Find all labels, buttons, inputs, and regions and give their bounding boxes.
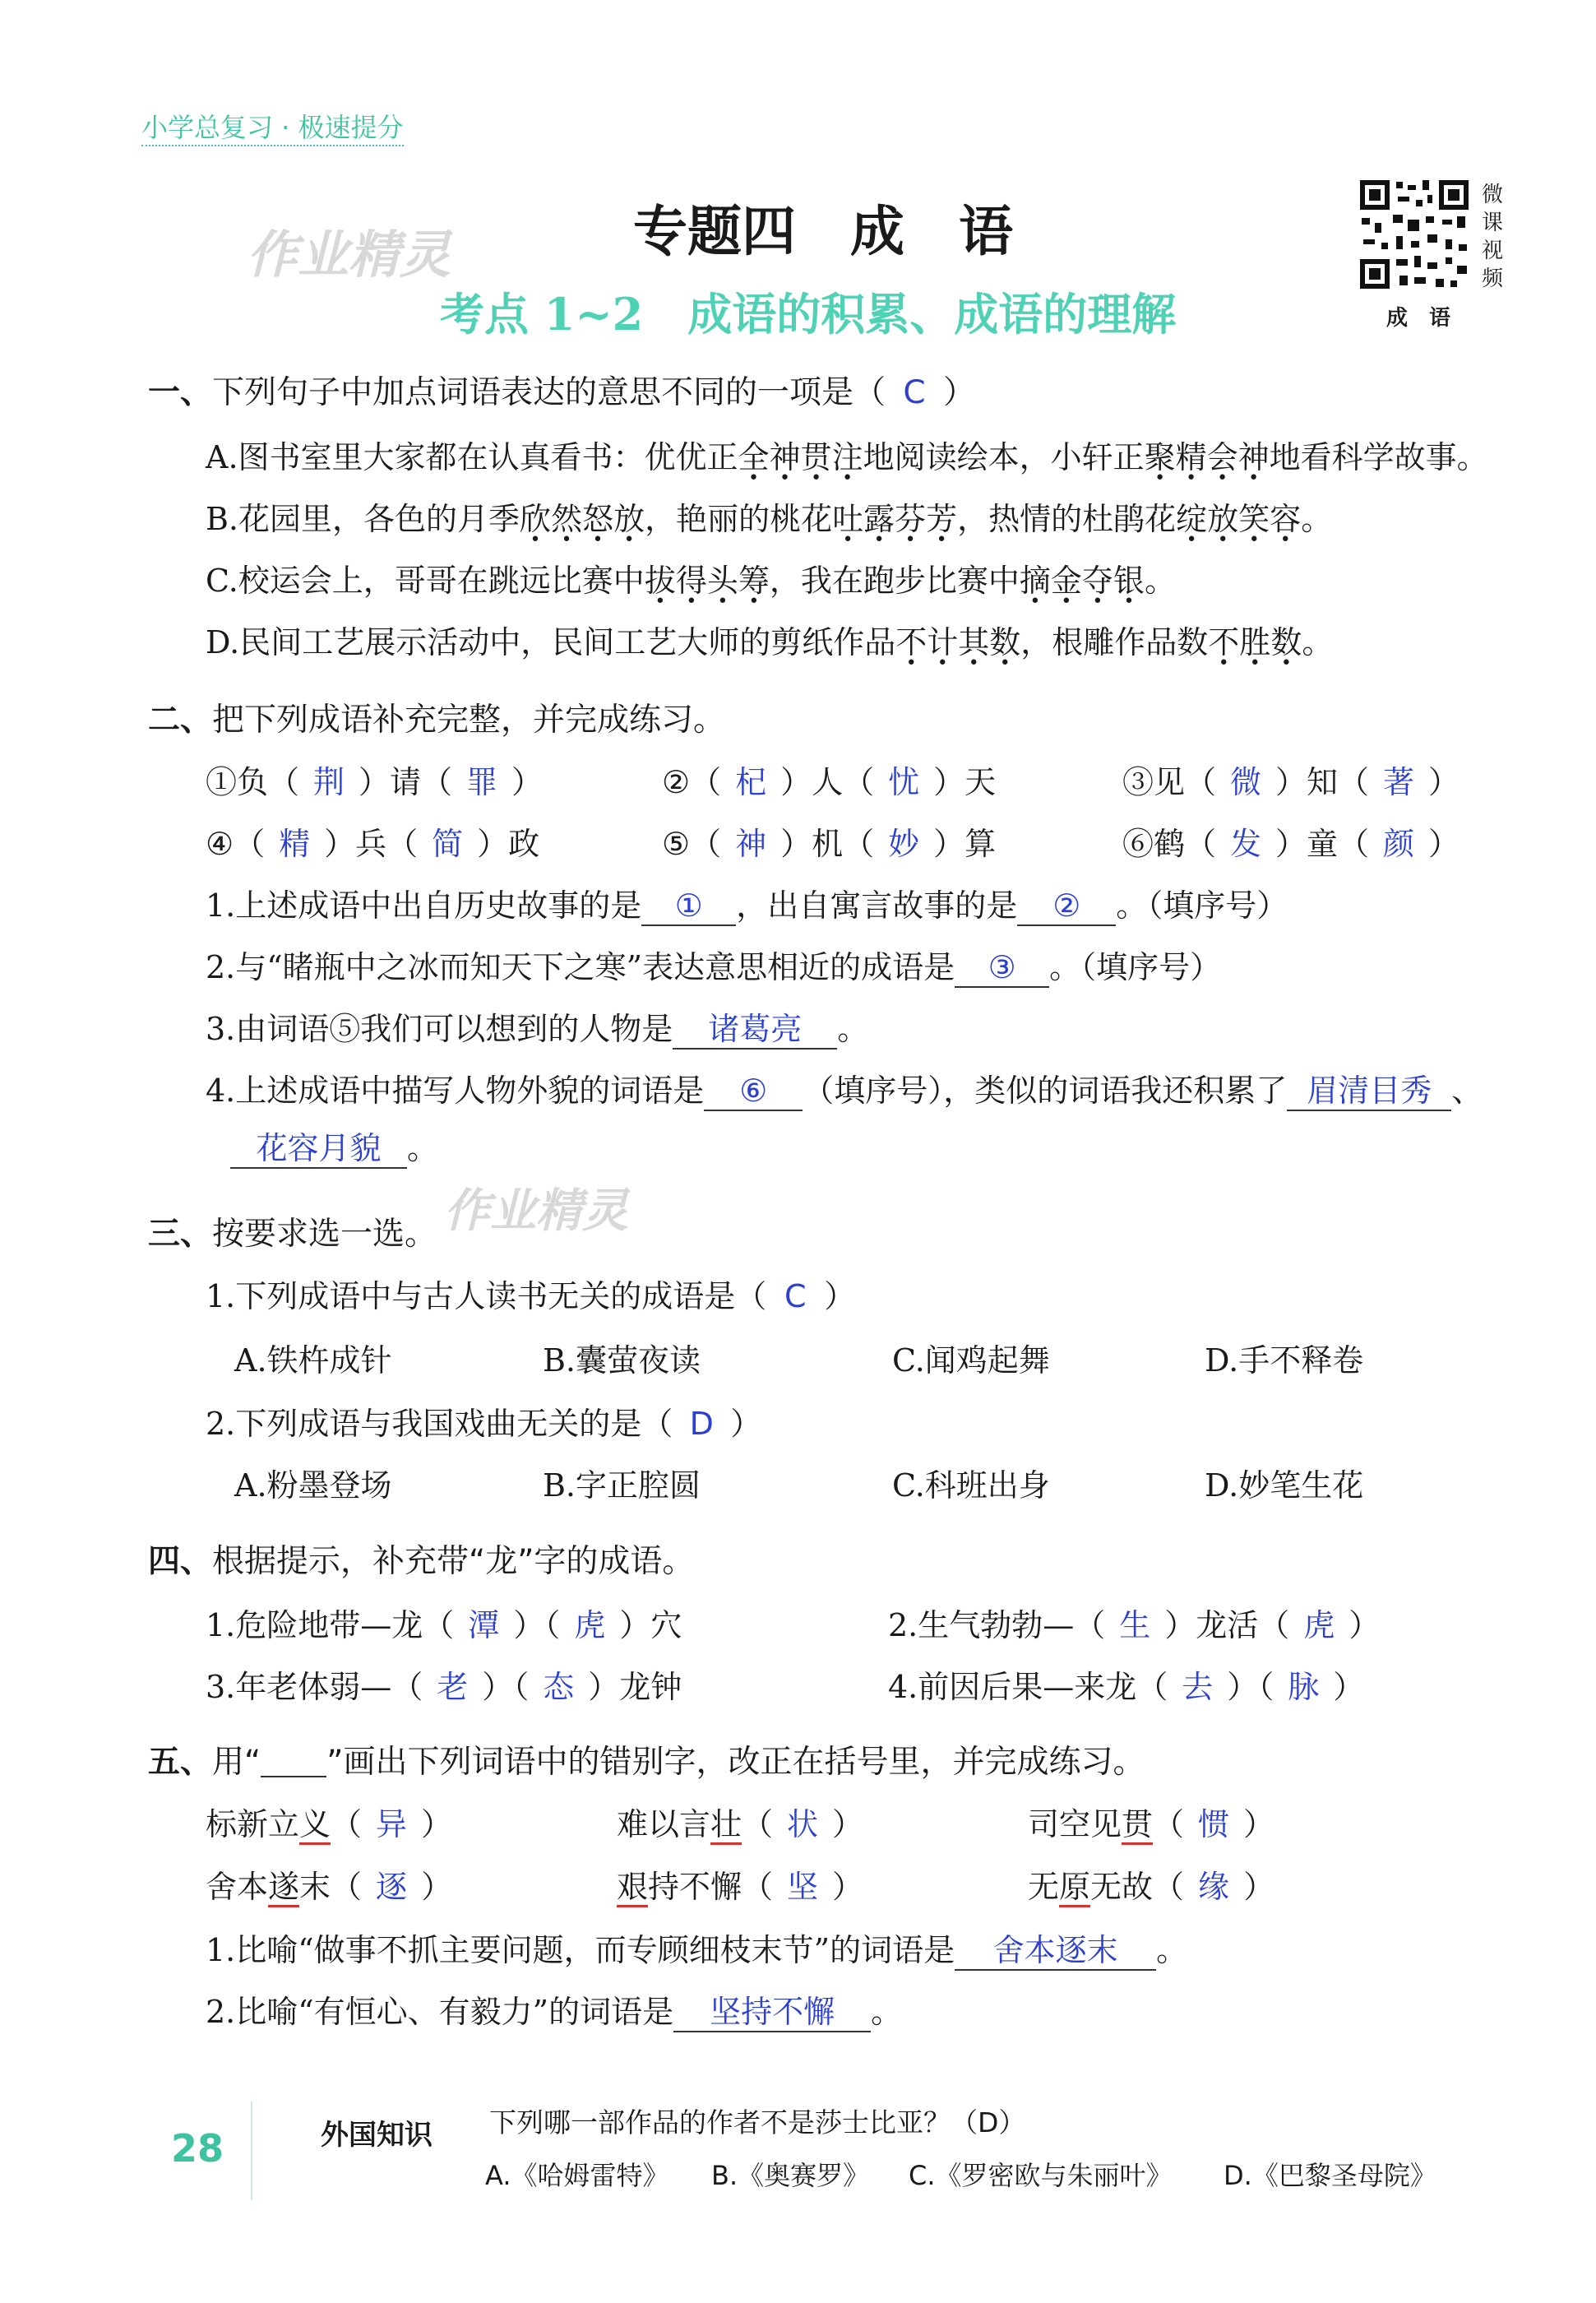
answer-fill[interactable]: 精 bbox=[279, 826, 311, 862]
text-span: 末 bbox=[299, 1869, 331, 1905]
q4-item-4 bbox=[888, 1666, 1364, 1708]
q2-idiom-3 bbox=[1122, 761, 1460, 804]
text-span: 按要求选一选。 bbox=[212, 1216, 437, 1253]
answer-fill[interactable]: 发 bbox=[1230, 826, 1262, 862]
wrong-char: 壮 bbox=[710, 1806, 742, 1845]
text-span: 1.比喻“做事不抓主要问题，而专顾细枝末节”的词语是 bbox=[206, 1932, 955, 1968]
q4-stem: 四、根据提示，补充带“龙”字的成语。 bbox=[148, 1543, 695, 1580]
emphasis-char: 银 bbox=[1113, 563, 1145, 599]
text-span: ）兵（ bbox=[324, 826, 419, 862]
text-span: 4.上述成语中描写人物外貌的词语是 bbox=[206, 1073, 705, 1109]
q3-sub2-opt-c: C.科班出身 bbox=[892, 1467, 1050, 1504]
emphasis-char: 欣 bbox=[520, 501, 552, 537]
qr-side-text: 微 课 视 频 bbox=[1482, 183, 1504, 291]
text-span: 、 bbox=[1451, 1073, 1483, 1109]
q4-item-1 bbox=[206, 1604, 682, 1647]
emphasis-char: 不 bbox=[895, 624, 928, 660]
text-span: ，出自寓言故事的是 bbox=[736, 887, 1018, 924]
text-span: 1.上述成语中出自历史故事的是 bbox=[206, 887, 642, 924]
q3-sub2-opt-b: B.字正腔圆 bbox=[543, 1467, 701, 1504]
answer-fill[interactable]: 妙 bbox=[888, 826, 920, 862]
answer-fill[interactable]: 逐 bbox=[376, 1869, 408, 1905]
answer-fill[interactable]: 态 bbox=[543, 1669, 575, 1705]
emphasis-char: 数 bbox=[1270, 624, 1302, 660]
q1-option-c bbox=[206, 559, 1176, 602]
text-span: ）天 bbox=[933, 764, 997, 800]
qr-label: 成 语 bbox=[1386, 306, 1451, 331]
q5-word-6: 无原无故（ 缘 ） bbox=[1028, 1865, 1274, 1908]
q5-word-2: 难以言壮（ 状 ） bbox=[617, 1803, 863, 1846]
text-span: ） bbox=[1428, 764, 1460, 800]
q5-word-4: 舍本遂末（ 逐 ） bbox=[206, 1865, 452, 1908]
answer-fill[interactable]: 著 bbox=[1383, 764, 1415, 800]
wrong-char: 义 bbox=[299, 1806, 331, 1845]
text-span: 。 bbox=[1302, 624, 1334, 660]
text-span: ）龙活（ bbox=[1164, 1607, 1290, 1643]
emphasis-char: 金 bbox=[1050, 563, 1082, 599]
text-span: ）机（ bbox=[780, 826, 875, 862]
answer-blank[interactable]: ② bbox=[1017, 887, 1116, 926]
text-span: ）算 bbox=[933, 826, 997, 862]
footer-opt-d: D.《巴黎圣母院》 bbox=[1224, 2160, 1436, 2191]
text-span: ）人（ bbox=[780, 764, 875, 800]
emphasis-char: 放 bbox=[1207, 501, 1239, 537]
answer-fill[interactable]: 老 bbox=[437, 1669, 469, 1705]
q4-item-2 bbox=[888, 1604, 1380, 1647]
emphasis-char: 全 bbox=[738, 439, 770, 475]
text-span: 。（填序号） bbox=[1116, 887, 1288, 924]
answer-fill[interactable]: 罪 bbox=[466, 764, 498, 800]
text-span: 2.生气勃勃—（ bbox=[888, 1607, 1106, 1643]
text-span: 根据提示，补充带“龙”字的成语。 bbox=[212, 1543, 695, 1580]
text-span: 。 bbox=[1301, 501, 1333, 537]
q5-word-5: 艰持不懈（ 坚 ） bbox=[617, 1865, 863, 1908]
emphasis-char: 其 bbox=[958, 624, 990, 660]
text-span: （填序号），类似的词语我还积累了 bbox=[803, 1073, 1288, 1109]
q3-sub2-stem bbox=[206, 1402, 761, 1445]
answer-fill[interactable]: 去 bbox=[1182, 1669, 1214, 1705]
emphasis-char: 数 bbox=[989, 624, 1021, 660]
dotted-word bbox=[645, 563, 770, 599]
emphasis-char: 容 bbox=[1270, 501, 1302, 537]
text-span: D.民间工艺展示活动中，民间工艺大师的剪纸作品 bbox=[206, 624, 896, 660]
dotted-word bbox=[1176, 501, 1301, 537]
answer-fill[interactable]: 生 bbox=[1119, 1607, 1151, 1643]
page-title: 专题四 成 语 bbox=[633, 199, 1013, 263]
text-span: 2.下列成语与我国戏曲无关的是（ bbox=[206, 1406, 673, 1442]
q2-sub4-cont bbox=[230, 1127, 438, 1170]
text-span: 。 bbox=[1144, 563, 1176, 599]
q5-word-1: 标新立义（ 异 ） bbox=[206, 1803, 452, 1846]
text-span: ，热情的杜鹃花 bbox=[957, 501, 1177, 537]
q1-option-b bbox=[206, 498, 1332, 540]
dotted-word bbox=[1145, 439, 1270, 475]
text-span: ③见（ bbox=[1122, 764, 1217, 800]
text-span bbox=[261, 1751, 326, 1777]
text-span: 用“ bbox=[212, 1744, 261, 1781]
emphasis-char: 胜 bbox=[1239, 624, 1271, 660]
q2-idiom-1 bbox=[206, 761, 543, 804]
text-span: D bbox=[689, 1406, 714, 1442]
answer-fill[interactable]: 杞 bbox=[735, 764, 767, 800]
answer-fill[interactable]: 异 bbox=[376, 1806, 408, 1842]
q2-idiom-5 bbox=[662, 822, 996, 865]
text-span: ②（ bbox=[662, 764, 722, 800]
answer-fill[interactable]: 虎 bbox=[574, 1607, 606, 1643]
text-span: ）知（ bbox=[1275, 764, 1370, 800]
answer-fill[interactable]: 脉 bbox=[1288, 1669, 1320, 1705]
text-span: 4.前因后果—来龙（ bbox=[888, 1669, 1168, 1705]
q2-idiom-2 bbox=[662, 761, 996, 804]
text-span: ）（ bbox=[513, 1607, 561, 1643]
text-span: ⑤（ bbox=[662, 826, 722, 862]
text-span: 标新立 bbox=[206, 1806, 300, 1842]
q3-sub2-opt-a: A.粉墨登场 bbox=[234, 1467, 392, 1504]
answer-fill[interactable]: 荆 bbox=[313, 764, 345, 800]
dotted-word bbox=[520, 501, 645, 537]
q5-word-3: 司空见贯（ 惯 ） bbox=[1028, 1803, 1274, 1846]
emphasis-char: 不 bbox=[1208, 624, 1240, 660]
answer-fill[interactable]: 坚 bbox=[787, 1869, 819, 1905]
answer-fill[interactable]: 潭 bbox=[468, 1607, 500, 1643]
text-span: 。 bbox=[407, 1130, 439, 1166]
text-span: ）童（ bbox=[1275, 826, 1370, 862]
q1-stem: 一、下列句子中加点词语表达的意思不同的一项是（ C ） bbox=[148, 372, 975, 415]
emphasis-char: 芳 bbox=[926, 501, 958, 537]
series-title: 小学总复习 · 极速提分 bbox=[141, 107, 404, 146]
q1-option-d bbox=[206, 621, 1333, 664]
wrong-char: 遂 bbox=[268, 1869, 299, 1907]
text-span: 下列句子中加点词语表达的意思不同的一项是（ bbox=[212, 374, 886, 411]
q5-sub2 bbox=[206, 1990, 902, 2033]
text-span: C bbox=[784, 1278, 807, 1314]
emphasis-char: 聚 bbox=[1144, 439, 1176, 475]
footer-opt-c: C.《罗密欧与朱丽叶》 bbox=[909, 2160, 1173, 2191]
text-span: 难以言 bbox=[617, 1806, 711, 1842]
q3-sub1-opt-d: D.手不释卷 bbox=[1205, 1342, 1364, 1379]
text-span: 3.由词语⑤我们可以想到的人物是 bbox=[206, 1011, 673, 1047]
q3-sub1-opt-a: A.铁杵成针 bbox=[234, 1342, 392, 1379]
text-span: 舍本 bbox=[206, 1869, 269, 1905]
emphasis-char: 头 bbox=[706, 563, 738, 599]
text-span: 司空见 bbox=[1028, 1806, 1122, 1842]
text-span: 。（填序号） bbox=[1049, 949, 1222, 985]
wrong-char: 贯 bbox=[1122, 1806, 1153, 1845]
text-span: ，根雕作品数 bbox=[1020, 624, 1209, 660]
text-span: 把下列成语补充完整，并完成练习。 bbox=[212, 702, 726, 739]
text-span: ）穴 bbox=[619, 1607, 682, 1643]
q3-stem: 三、按要求选一选。 bbox=[148, 1216, 437, 1253]
text-span: 。 bbox=[871, 1994, 903, 2030]
answer-fill[interactable]: 微 bbox=[1230, 764, 1262, 800]
text-span: ）请（ bbox=[359, 764, 453, 800]
answer-blank[interactable]: ⑥ bbox=[704, 1072, 803, 1111]
watermark-2: 作业精灵 bbox=[444, 1184, 628, 1238]
answer-fill[interactable]: 惯 bbox=[1198, 1806, 1230, 1842]
answer-fill[interactable]: 简 bbox=[432, 826, 464, 862]
text-span: ）（ bbox=[482, 1669, 530, 1705]
text-span: ⑥鹤（ bbox=[1122, 826, 1217, 862]
emphasis-char: 筹 bbox=[738, 563, 770, 599]
q2-stem: 二、把下列成语补充完整，并完成练习。 bbox=[148, 702, 726, 739]
emphasis-char: 绽 bbox=[1176, 501, 1208, 537]
text-span: ）政 bbox=[477, 826, 540, 862]
emphasis-char: 计 bbox=[927, 624, 959, 660]
text-span: A.图书室里大家都在认真看书：优优正 bbox=[206, 439, 738, 475]
footer-question: 下列哪一部作品的作者不是莎士比亚？（D） bbox=[489, 2106, 1026, 2138]
text-span: 2.与“睹瓶中之冰而知天下之寒”表达意思相近的成语是 bbox=[206, 949, 955, 985]
wrong-char: 原 bbox=[1059, 1869, 1090, 1907]
text-span: ） bbox=[943, 374, 976, 411]
emphasis-char: 拔 bbox=[644, 563, 676, 599]
text-span: ） bbox=[1349, 1607, 1381, 1643]
emphasis-char: 芬 bbox=[895, 501, 927, 537]
wrong-char: 艰 bbox=[617, 1869, 648, 1907]
emphasis-char: 怒 bbox=[582, 501, 614, 537]
text-span: ，艳丽的桃花 bbox=[645, 501, 833, 537]
answer-fill[interactable]: 缘 bbox=[1198, 1869, 1230, 1905]
emphasis-char: 放 bbox=[613, 501, 645, 537]
emphasis-char: 会 bbox=[1206, 439, 1238, 475]
dotted-word bbox=[738, 439, 863, 475]
q5-sub1 bbox=[206, 1929, 1187, 1972]
text-span: ） bbox=[824, 1278, 856, 1314]
q4-item-3 bbox=[206, 1666, 682, 1708]
q2-sub3 bbox=[206, 1008, 868, 1050]
answer-blank[interactable]: 花容月貌 bbox=[230, 1129, 407, 1169]
text-span: 持不懈 bbox=[648, 1869, 742, 1905]
text-span: 。 bbox=[837, 1011, 869, 1047]
text-span: ） bbox=[511, 764, 544, 800]
emphasis-char: 然 bbox=[551, 501, 583, 537]
emphasis-char: 摘 bbox=[1019, 563, 1051, 599]
text-span: 1.危险地带—龙（ bbox=[206, 1607, 455, 1643]
emphasis-char: 露 bbox=[863, 501, 895, 537]
text-span: B.花园里，各色的月季 bbox=[206, 501, 520, 537]
text-span: ） bbox=[1428, 826, 1460, 862]
footer-opt-b: B.《奥赛罗》 bbox=[711, 2160, 870, 2191]
footer-box-title: 外国知识 bbox=[321, 2119, 433, 2152]
answer-fill[interactable]: 虎 bbox=[1303, 1607, 1335, 1643]
emphasis-char: 贯 bbox=[800, 439, 832, 475]
answer-blank[interactable]: ③ bbox=[955, 948, 1049, 988]
answer-fill[interactable]: 状 bbox=[787, 1806, 819, 1842]
answer-blank[interactable]: 眉清目秀 bbox=[1287, 1072, 1451, 1111]
q1-option-a bbox=[206, 436, 1488, 479]
text-span: 1.下列成语中与古人读书无关的成语是（ bbox=[206, 1278, 767, 1314]
emphasis-char: 笑 bbox=[1238, 501, 1270, 537]
dotted-word bbox=[1208, 624, 1302, 660]
answer-fill[interactable]: 神 bbox=[735, 826, 767, 862]
emphasis-char: 注 bbox=[831, 439, 863, 475]
q2-idiom-6 bbox=[1122, 822, 1460, 865]
text-span: ，我在跑步比赛中 bbox=[769, 563, 1020, 599]
text-span: ） bbox=[1333, 1669, 1365, 1705]
q3-sub1-opt-c: C.闻鸡起舞 bbox=[892, 1342, 1050, 1379]
q2-sub4 bbox=[206, 1069, 1483, 1112]
emphasis-char: 吐 bbox=[832, 501, 864, 537]
emphasis-char: 神 bbox=[769, 439, 801, 475]
text-span: 地阅读绘本，小轩正 bbox=[863, 439, 1145, 475]
text-span: 2.比喻“有恒心、有毅力”的词语是 bbox=[206, 1994, 674, 2030]
text-span: 无故 bbox=[1090, 1869, 1154, 1905]
dotted-word bbox=[832, 501, 957, 537]
qr-code[interactable] bbox=[1357, 177, 1472, 292]
emphasis-char: 精 bbox=[1175, 439, 1207, 475]
q5-stem: 五、用“ ”画出下列词语中的错别字，改正在括号里，并完成练习。 bbox=[148, 1744, 1145, 1781]
text-span: 3.年老体弱—（ bbox=[206, 1669, 423, 1705]
text-span: 。 bbox=[1156, 1932, 1188, 1968]
footer-opt-a: A.《哈姆雷特》 bbox=[485, 2160, 669, 2191]
text-span: ①负（ bbox=[206, 764, 300, 800]
text-span: 地看科学故事。 bbox=[1269, 439, 1488, 475]
text-span: 无 bbox=[1028, 1869, 1060, 1905]
q1-answer: C bbox=[903, 374, 926, 411]
emphasis-char: 神 bbox=[1237, 439, 1270, 475]
dotted-word bbox=[895, 624, 1020, 660]
dotted-word bbox=[1020, 563, 1145, 599]
footer-divider bbox=[251, 2101, 252, 2200]
watermark: 作业精灵 bbox=[247, 225, 451, 285]
q2-sub1 bbox=[206, 884, 1288, 927]
page-number: 28 bbox=[171, 2126, 224, 2171]
answer-blank[interactable]: 诸葛亮 bbox=[673, 1010, 837, 1050]
page-subtitle: 考点 1~2 成语的积累、成语的理解 bbox=[440, 288, 1177, 341]
answer-blank[interactable]: ① bbox=[641, 887, 736, 926]
text-span: ）（ bbox=[1227, 1669, 1274, 1705]
text-span: ④（ bbox=[206, 826, 266, 862]
q2-idiom-4 bbox=[206, 822, 539, 865]
answer-blank[interactable]: 舍本逐末 bbox=[955, 1931, 1156, 1971]
answer-fill[interactable]: 颜 bbox=[1383, 826, 1415, 862]
text-span: ”画出下列词语中的错别字，改正在括号里，并完成练习。 bbox=[326, 1744, 1145, 1781]
emphasis-char: 得 bbox=[675, 563, 707, 599]
q3-sub2-opt-d: D.妙笔生花 bbox=[1205, 1467, 1364, 1504]
q3-sub1-stem bbox=[206, 1275, 855, 1318]
text-span: ）龙钟 bbox=[588, 1669, 682, 1705]
answer-blank[interactable]: 坚持不懈 bbox=[673, 1993, 871, 2032]
emphasis-char: 夺 bbox=[1081, 563, 1113, 599]
text-span: ） bbox=[730, 1406, 762, 1442]
answer-fill[interactable]: 忧 bbox=[888, 764, 920, 800]
q3-sub1-opt-b: B.囊萤夜读 bbox=[543, 1342, 701, 1379]
text-span: C.校运会上，哥哥在跳远比赛中 bbox=[206, 563, 645, 599]
q2-sub2 bbox=[206, 946, 1221, 989]
